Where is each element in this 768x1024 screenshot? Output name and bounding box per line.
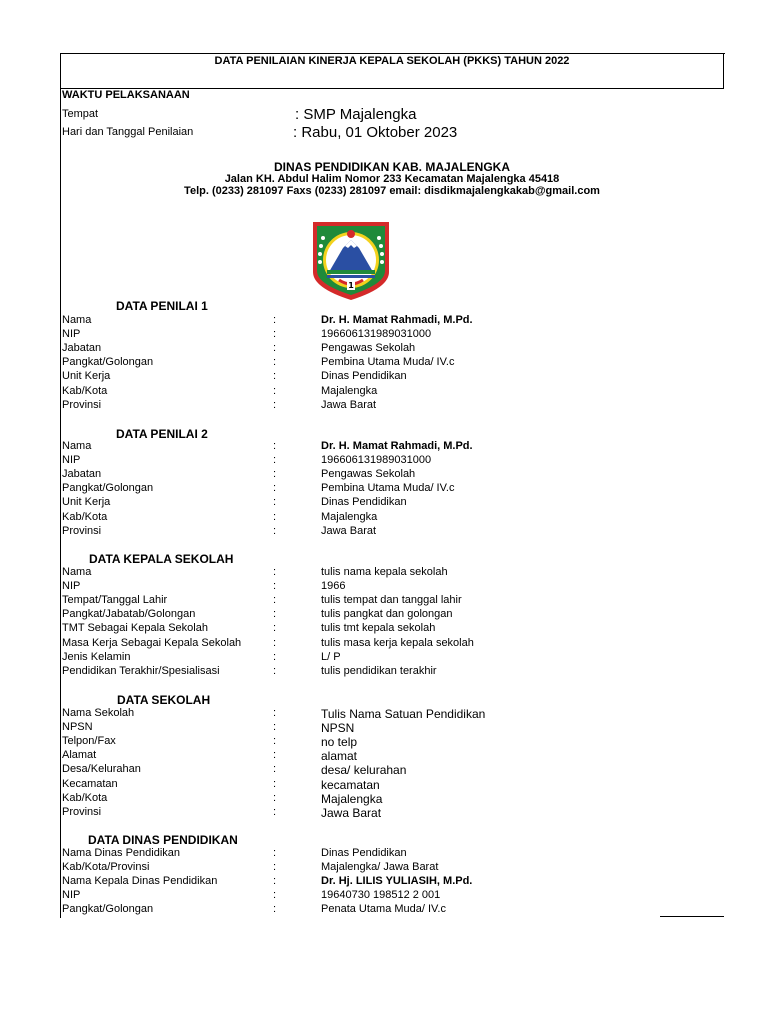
field-label: NIP <box>62 889 81 902</box>
field-label: Nama Dinas Pendidikan <box>62 847 181 859</box>
field-value: no telp <box>321 735 358 750</box>
kepala-row <box>62 665 722 679</box>
penilai2-row <box>62 511 722 525</box>
field-colon: : <box>273 566 277 578</box>
field-colon: : <box>273 791 277 804</box>
kepala-row <box>62 594 722 608</box>
field-value: Pembina Utama Muda/ IV.c <box>321 482 455 495</box>
kepala-row <box>62 637 722 651</box>
field-colon: : <box>273 777 277 790</box>
majalengka-emblem-icon <box>309 218 393 302</box>
dinas-row <box>62 875 722 889</box>
field-label: Tempat/Tanggal Lahir <box>62 594 168 607</box>
field-value: Pengawas Sekolah <box>321 342 416 355</box>
field-colon: : <box>273 650 277 663</box>
penilai1-row <box>62 328 722 342</box>
field-value: 196606131989031000 <box>321 454 432 467</box>
field-label: Pangkat/Golongan <box>62 482 154 495</box>
field-colon: : <box>273 594 277 607</box>
field-value: Tulis Nama Satuan Pendidikan <box>321 707 486 721</box>
field-value: NPSN <box>321 721 355 736</box>
field-value: 1966 <box>321 580 346 593</box>
field-value: Penata Utama Muda/ IV.c <box>321 903 446 916</box>
field-value: Majalengka <box>321 791 383 806</box>
field-colon: : <box>273 496 277 509</box>
field-label: Provinsi <box>62 524 102 537</box>
kepala-row <box>62 580 722 594</box>
field-colon: : <box>273 314 277 326</box>
kepala-row <box>62 566 722 580</box>
penilai2-row <box>62 482 722 496</box>
kepala-row <box>62 651 722 665</box>
field-colon: : <box>273 636 277 649</box>
field-label: Pendidikan Terakhir/Spesialisasi <box>62 664 220 677</box>
field-label: Jabatan <box>62 468 102 481</box>
field-value: Dinas Pendidikan <box>321 370 407 383</box>
field-label: Pangkat/Jabatab/Golongan <box>62 608 196 621</box>
penilai1-row <box>62 356 722 370</box>
sekolah-row <box>62 763 722 777</box>
field-value: tulis pendidikan terakhir <box>321 664 437 677</box>
field-label: Jenis Kelamin <box>62 650 131 663</box>
penilai1-row <box>62 370 722 384</box>
field-label: Unit Kerja <box>62 496 111 509</box>
field-value: Dinas Pendidikan <box>321 847 407 859</box>
field-value: tulis tempat dan tanggal lahir <box>321 594 462 607</box>
field-colon: : <box>273 721 277 734</box>
field-label: Kecamatan <box>62 777 118 790</box>
penilai1-row <box>62 314 722 328</box>
field-colon: : <box>273 370 277 383</box>
field-colon: : <box>273 763 277 776</box>
field-value: Majalengka <box>321 510 378 523</box>
field-label: Nama <box>62 566 92 578</box>
penilai1-heading: DATA PENILAI 1 <box>116 299 208 313</box>
tempat-value: : SMP Majalengka <box>295 106 417 123</box>
field-colon: : <box>273 398 277 411</box>
field-colon: : <box>273 482 277 495</box>
field-colon: : <box>273 510 277 523</box>
field-value: tulis tmt kepala sekolah <box>321 622 436 635</box>
sekolah-row <box>62 721 722 735</box>
field-colon: : <box>273 622 277 635</box>
field-colon: : <box>273 707 277 719</box>
field-colon: : <box>273 580 277 593</box>
tempat-label: Tempat <box>62 108 99 120</box>
sekolah-row <box>62 707 722 721</box>
dinas-contact: Telp. (0233) 281097 Faxs (0233) 281097 email: disdikmajalengkakab@gmail.com <box>184 185 600 197</box>
field-label: Provinsi <box>62 805 102 818</box>
field-colon: : <box>273 847 277 859</box>
field-value: Dr. H. Mamat Rahmadi, M.Pd. <box>321 440 473 452</box>
field-label: Jabatan <box>62 342 102 355</box>
field-colon: : <box>273 440 277 452</box>
field-label: NIP <box>62 328 81 341</box>
sekolah-row <box>62 749 722 763</box>
kepala-row <box>62 622 722 636</box>
penilai2-row <box>62 525 722 539</box>
field-colon: : <box>273 356 277 369</box>
field-label: NPSN <box>62 721 93 734</box>
field-label: Provinsi <box>62 398 102 411</box>
dinas-row <box>62 861 722 875</box>
penilai2-heading: DATA PENILAI 2 <box>116 427 208 441</box>
penilai2-row <box>62 468 722 482</box>
dinas-name: DINAS PENDIDIKAN KAB. MAJALENGKA <box>273 160 510 174</box>
field-value: Dr. H. Mamat Rahmadi, M.Pd. <box>321 314 473 326</box>
field-label: TMT Sebagai Kepala Sekolah <box>62 622 208 635</box>
field-value: Majalengka <box>321 384 378 397</box>
field-value: 196606131989031000 <box>321 328 432 341</box>
field-colon: : <box>273 889 277 902</box>
field-colon: : <box>273 749 277 762</box>
field-label: Nama Kepala Dinas Pendidikan <box>62 875 218 888</box>
sekolah-row <box>62 792 722 806</box>
field-label: Kab/Kota <box>62 384 108 397</box>
field-label: Nama Sekolah <box>62 707 135 719</box>
field-label: Nama <box>62 440 92 452</box>
field-value: Majalengka/ Jawa Barat <box>321 861 439 874</box>
field-label: Pangkat/Golongan <box>62 356 154 369</box>
field-colon: : <box>273 805 277 818</box>
field-value: L/ P <box>321 650 341 663</box>
tanggal-label: Hari dan Tanggal Penilaian <box>62 126 194 138</box>
field-label: Kab/Kota <box>62 791 108 804</box>
field-label: Unit Kerja <box>62 370 111 383</box>
field-label: Masa Kerja Sebagai Kepala Sekolah <box>62 636 242 649</box>
field-label: Alamat <box>62 749 97 762</box>
tanggal-value: : Rabu, 01 Oktober 2023 <box>293 124 458 141</box>
field-value: Pengawas Sekolah <box>321 468 416 481</box>
field-colon: : <box>273 875 277 888</box>
penilai1-row <box>62 342 722 356</box>
document-title: DATA PENILAIAN KINERJA KEPALA SEKOLAH (PKKS) TAHUN 2022 <box>214 55 570 67</box>
kepala-row <box>62 608 722 622</box>
penilai2-row <box>62 496 722 510</box>
dinas-address: Jalan KH. Abdul Halim Nomor 233 Kecamatan Majalengka 45418 <box>224 173 560 185</box>
field-colon: : <box>273 608 277 621</box>
field-value: 19640730 198512 2 001 <box>321 889 441 902</box>
field-colon: : <box>273 468 277 481</box>
penilai2-row <box>62 440 722 454</box>
field-value: Jawa Barat <box>321 398 377 411</box>
field-label: Desa/Kelurahan <box>62 763 141 776</box>
waktu-heading: WAKTU PELAKSANAAN <box>62 89 190 101</box>
sekolah-heading: DATA SEKOLAH <box>117 693 211 707</box>
field-value: kecamatan <box>321 777 380 792</box>
field-value: Jawa Barat <box>321 524 377 537</box>
dinas-heading: DATA DINAS PENDIDIKAN <box>88 833 238 847</box>
field-colon: : <box>273 328 277 341</box>
field-label: NIP <box>62 454 81 467</box>
penilai2-row <box>62 454 722 468</box>
sekolah-row <box>62 778 722 792</box>
field-value: tulis pangkat dan golongan <box>321 608 453 621</box>
kepala-heading: DATA KEPALA SEKOLAH <box>89 552 234 566</box>
dinas-row <box>62 903 722 917</box>
field-value: desa/ kelurahan <box>321 763 407 778</box>
field-colon: : <box>273 454 277 467</box>
field-colon: : <box>273 342 277 355</box>
field-value: Dinas Pendidikan <box>321 496 407 509</box>
title-right-border <box>723 53 724 89</box>
field-label: NIP <box>62 580 81 593</box>
field-value: Jawa Barat <box>321 805 382 820</box>
sekolah-row <box>62 806 722 820</box>
field-value: tulis nama kepala sekolah <box>321 566 448 578</box>
sekolah-row <box>62 735 722 749</box>
penilai1-row <box>62 385 722 399</box>
field-value: Pembina Utama Muda/ IV.c <box>321 356 455 369</box>
field-label: Telpon/Fax <box>62 735 116 748</box>
field-label: Kab/Kota <box>62 510 108 523</box>
field-value: alamat <box>321 749 358 764</box>
field-value: tulis masa kerja kepala sekolah <box>321 636 474 649</box>
field-colon: : <box>273 664 277 677</box>
dinas-row <box>62 889 722 903</box>
svg-text:1: 1 <box>348 281 354 290</box>
field-colon: : <box>273 384 277 397</box>
penilai1-row <box>62 399 722 413</box>
field-colon: : <box>273 524 277 537</box>
field-label: Pangkat/Golongan <box>62 903 154 916</box>
field-colon: : <box>273 903 277 916</box>
field-label: Kab/Kota/Provinsi <box>62 861 150 874</box>
field-label: Nama <box>62 314 92 326</box>
field-colon: : <box>273 861 277 874</box>
field-colon: : <box>273 735 277 748</box>
dinas-row <box>62 847 722 861</box>
field-value: Dr. Hj. LILIS YULIASIH, M.Pd. <box>321 875 473 888</box>
